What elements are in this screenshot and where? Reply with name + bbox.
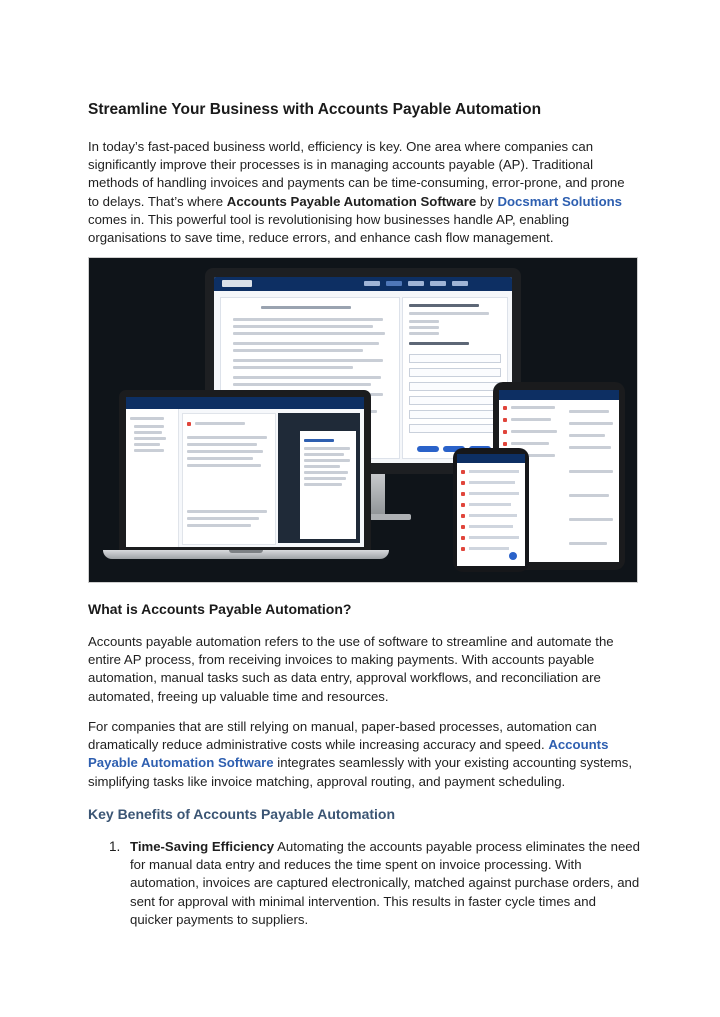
doc-line [233,359,383,362]
pdf-icon [461,547,465,551]
add-fab-icon [509,552,517,560]
viewer-line [304,477,346,480]
form-field [409,382,501,391]
nav-tab [408,281,424,286]
viewer-line [304,483,342,486]
doc-line [261,306,351,309]
tablet-line [511,406,555,409]
benefits-heading: Key Benefits of Accounts Payable Automation [88,806,396,822]
tablet-line [569,446,611,449]
tablet-line [569,494,609,497]
laptop-document-viewer [278,413,360,543]
article-title: Streamline Your Business with Accounts Payable Automation [88,101,542,118]
ap-software-link[interactable]: Accounts Payable Automation Software [88,737,609,771]
intro-text-1: In today’s fast-paced business world, efficiency is key. One area where companies can significantly improve their processes is in managing accounts payable (AP). Traditional methods of handling invoices and payments can be time-consuming, error-prone, and prone to delays. That’s where [88,139,625,209]
phone-row [469,470,519,473]
pdf-icon [461,481,465,485]
pane-heading-line [409,304,479,307]
phone-row [469,514,517,517]
doc-line [233,383,371,386]
benefit-text [130,838,640,929]
nav-tab [452,281,468,286]
nav-tab [386,281,402,286]
detail-line [187,450,263,453]
viewer-line [304,453,344,456]
viewer-line [304,471,348,474]
phone-row [469,481,515,484]
phone-row [469,525,513,528]
phone-row [469,536,519,539]
pdf-icon [461,514,465,518]
doc-line [233,342,379,345]
doc-line [233,366,353,369]
intro-paragraph [88,138,636,247]
detail-line [187,457,253,460]
docsmart-link[interactable]: Docsmart Solutions [497,193,623,209]
doc-line [233,332,385,335]
sidebar-line [134,431,162,434]
companies-text-2: integrates seamlessly with your existing accounting systems, simplifying tasks like invoice matching, approval routing, and payment scheduling. [88,755,633,789]
laptop [119,390,371,550]
tablet-line [569,470,613,473]
laptop-detail-panel [182,413,276,545]
detail-line [187,517,259,520]
laptop-screen [126,397,364,547]
pdf-icon [503,406,507,410]
doc-line [233,318,383,321]
detail-line [195,422,245,425]
smartphone [453,448,529,572]
benefit-title: Time-Saving Efficiency [130,839,275,854]
pdf-icon [461,470,465,474]
benefit-description: Automating the accounts payable process eliminates the need for manual data entry and reduces the time spent on invoice processing. With automation, invoices are captured electronically, matched against purchase orders, and sent for approval with minimal intervention. This results in faster cycle times and quicker payments to suppliers. [130,839,640,927]
detail-line [187,443,257,446]
laptop-sidebar [126,409,179,547]
section-heading-what-is: What is Accounts Payable Automation? [88,601,352,617]
viewer-line [304,447,350,450]
app-logo [222,280,252,287]
doc-line [233,325,373,328]
laptop-app-bar [126,397,364,409]
tablet-line [569,422,613,425]
pdf-icon [187,422,191,426]
intro-text-3: comes in. This powerful tool is revolutionising how businesses handle AP, enabling organisations to save time, reduce errors, and enhance cash flow management. [88,211,570,246]
pdf-icon [503,418,507,422]
doc-line [233,349,363,352]
pdf-icon [503,430,507,434]
tablet-line [569,542,607,545]
pdf-icon [461,503,465,507]
list-number: 1. [109,839,121,854]
pdf-icon [461,525,465,529]
phone-app-bar [457,454,525,463]
pane-line [409,320,439,323]
product-devices-image [88,257,638,583]
form-field [409,410,501,419]
viewer-line [304,459,350,462]
sidebar-line [134,437,166,440]
tablet-line [569,518,613,521]
what-is-paragraph: Accounts payable automation refers to the use of software to streamline and automate the entire AP process, from receiving invoices to making payments. With accounts payable automation, manual tasks such as data entry, approval workflows, and reconciliation are automated, freeing up valuable time and resources. [88,634,614,704]
form-field [409,368,501,377]
pane-line [409,326,439,329]
form-field [409,424,501,433]
phone-row [469,547,509,550]
pdf-icon [461,536,465,540]
companies-paragraph [88,718,636,791]
viewer-heading [304,439,334,442]
detail-line [187,464,261,467]
tablet-line [569,434,605,437]
form-field [409,396,501,405]
phone-row [469,492,519,495]
intro-text-2: by [476,193,498,209]
sidebar-line [130,417,164,420]
pane-line [409,312,489,315]
detail-line [187,436,267,439]
tablet-line [511,418,551,421]
app-header-bar [214,277,512,291]
sidebar-line [134,449,164,452]
nav-tab [364,281,380,286]
intro-bold-product: Accounts Payable Automation Software [226,193,477,209]
form-field [409,354,501,363]
tablet-app-bar [499,390,619,400]
nav-tab [430,281,446,286]
blue-button [417,446,439,452]
tablet-line [511,430,557,433]
phone-row [469,503,511,506]
sidebar-line [134,425,164,428]
doc-line [233,376,381,379]
tablet-line [511,442,549,445]
phone-screen [457,454,525,566]
viewer-page [300,431,356,539]
detail-line [187,510,267,513]
detail-line [187,524,251,527]
viewer-line [304,465,340,468]
pane-heading-line [409,342,469,345]
pdf-icon [503,442,507,446]
pane-line [409,332,439,335]
laptop-notch [229,550,263,553]
companies-text-1: For companies that are still relying on manual, paper-based processes, automation can dramatically reduce administrative costs while increasing accuracy and speed. [88,719,597,753]
tablet-line [569,410,609,413]
pdf-icon [461,492,465,496]
sidebar-line [134,443,160,446]
